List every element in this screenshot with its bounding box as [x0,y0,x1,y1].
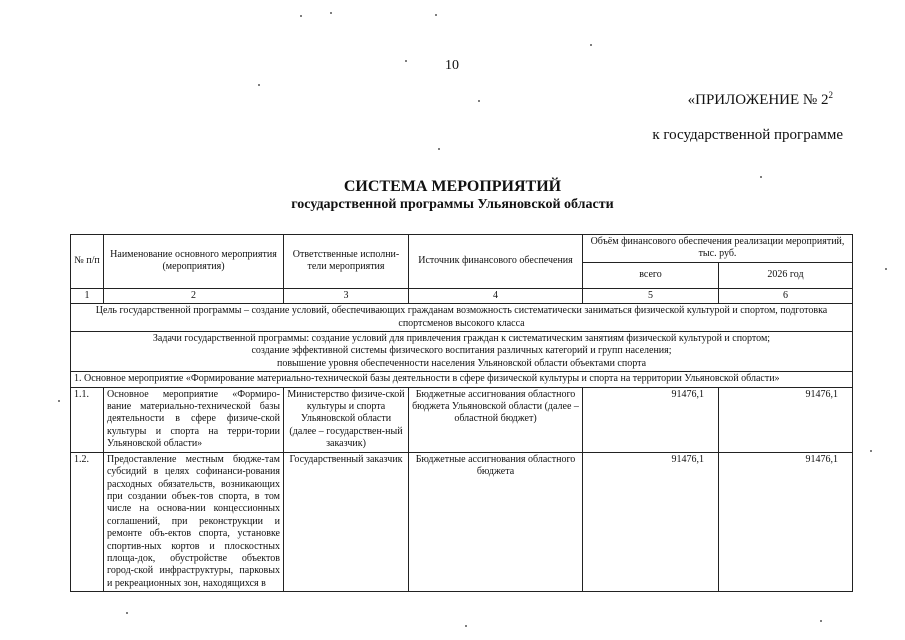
goal-row [71,304,853,332]
scan-speck [465,625,467,627]
scan-speck [258,84,260,86]
page-number: 10 [445,58,459,73]
program-tasks [71,332,853,372]
row-year: 91476,1 [719,452,853,591]
header-total: всего [583,262,719,288]
scan-speck [760,176,762,178]
column-number: 3 [284,288,409,303]
scan-speck [300,15,302,17]
scan-speck [438,148,440,150]
column-number: 1 [71,288,104,303]
header-responsible: Ответственные исполни-тели мероприятия [284,235,409,289]
row-responsible: Министерство физиче-ской культуры и спорта Ульяновской области (далее – государствен-ный заказчик) [284,387,409,452]
appendix-label-text: «ПРИЛОЖЕНИЕ № 2 [687,92,829,108]
row-source: Бюджетные ассигнования областного бюджета Ульяновской области (далее – областной бюджет) [409,387,583,452]
column-number: 5 [583,288,719,303]
document-subtitle: государственной программы Ульяновской области [291,197,614,212]
row-year: 91476,1 [719,387,853,452]
document-title: СИСТЕМА МЕРОПРИЯТИЙ [343,178,562,195]
scan-speck [330,12,332,14]
measures-table [70,234,853,592]
header-source: Источник финансового обеспечения [409,235,583,289]
row-name: Предоставление местным бюдже-там субсидий в целях софинанси-рования расходных обязательств, возникающих при создании объек-тов спорта, в том числе на основа-нии концессионных соглашений, при реконструкции и ремонте объ-ектов спорта, установке спортив-ных кортов и плоскостных площа-док, обустройстве объектов город-ской инфраструктуры, парковых и рекреационных зон, находящихся в [104,452,284,591]
scan-speck [435,14,437,16]
program-goal: Цель государственной программы – создание условий, обеспечивающих гражданам возможность систематически заниматься физической культурой и спортом, подготовка спортсменов высокого класса [71,304,853,332]
scan-speck [58,400,60,402]
scan-speck [870,450,872,452]
scan-speck [405,60,407,62]
task-line: создание эффективной системы физического воспитания различных категорий и групп населения; [251,345,672,357]
column-number: 4 [409,288,583,303]
appendix-subtitle: к государственной программе [652,127,843,143]
table-row [71,452,853,591]
row-name: Основное мероприятие «Формиро-вание материально-технической базы деятельности в сфере физиче-ской культуры и спорта на терри-тории Ульяновской области» [104,387,284,452]
column-number: 6 [719,288,853,303]
header-name: Наименование основного мероприятия (мероприятия) [104,235,284,289]
tasks-row [71,332,853,372]
scan-speck [885,268,887,270]
row-num: 1.2. [71,452,104,591]
appendix-superscript: 2 [828,90,833,100]
header-finance: Объём финансового обеспечения реализации мероприятий, тыс. руб. [583,235,853,263]
header-year: 2026 год [719,262,853,288]
scan-speck [126,612,128,614]
header-num: № п/п [71,235,104,289]
section-row [71,372,853,387]
scan-speck [820,620,822,622]
scan-speck [590,44,592,46]
row-source: Бюджетные ассигнования областного бюджета [409,452,583,591]
header-row [71,235,853,263]
scan-speck [478,100,480,102]
section-heading: 1. Основное мероприятие «Формирование материально-технической базы деятельности в сфере физической культуры и спорта на территории Ульяновской области» [71,372,853,387]
row-responsible: Государственный заказчик [284,452,409,591]
table-row [71,387,853,452]
task-line: Задачи государственной программы: создание условий для привлечения граждан к систематическим занятиям физической культурой и спортом; [152,333,771,345]
column-number: 2 [104,288,284,303]
task-line: повышение уровня обеспеченности населения Ульяновской области объектами спорта [276,357,647,369]
row-num: 1.1. [71,387,104,452]
appendix-label [688,90,833,109]
row-total: 91476,1 [583,452,719,591]
row-total: 91476,1 [583,387,719,452]
column-number-row [71,288,853,303]
